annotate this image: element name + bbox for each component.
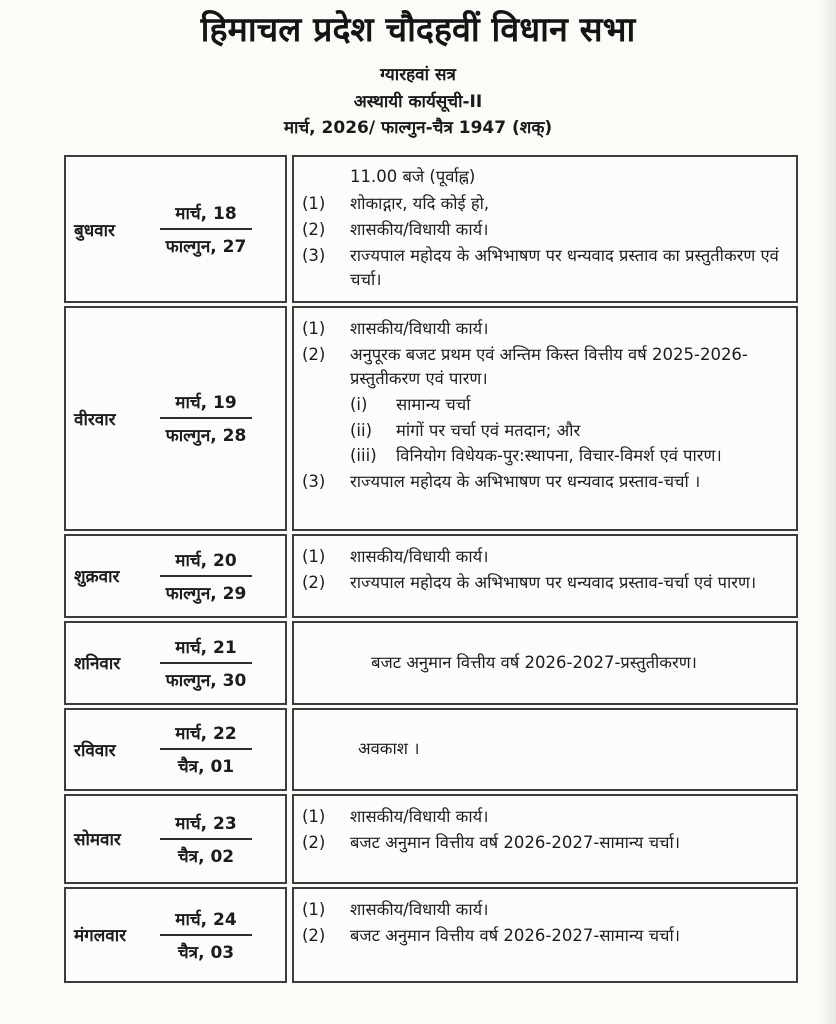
date-gregorian: मार्च, 19 — [175, 393, 237, 414]
item-text: शासकीय/विधायी कार्य। — [350, 546, 489, 566]
item-text: शासकीय/विधायी कार्य। — [350, 806, 489, 826]
agenda-item — [302, 218, 786, 242]
date-divider-line — [160, 748, 252, 750]
document-header — [0, 0, 836, 141]
item-number: (1) — [302, 318, 326, 338]
agenda-cell — [292, 794, 798, 884]
agenda-item — [302, 924, 786, 948]
schedule-row — [64, 621, 798, 705]
time-note: 11.00 बजे (पूर्वाह्न) — [350, 167, 476, 187]
agenda-item — [302, 470, 786, 494]
agenda-item — [302, 343, 786, 391]
item-text: अनुपूरक बजट प्रथम एवं अन्तिम किस्त वित्तीय वर्ष 2025-2026-प्रस्तुतीकरण एवं पारण। — [350, 344, 748, 388]
date-fraction — [154, 390, 258, 446]
item-text: शासकीय/विधायी कार्य। — [350, 899, 489, 919]
item-number: (3) — [302, 472, 326, 492]
subitem-number: (i) — [350, 394, 368, 414]
subitem-text: सामान्य चर्चा — [396, 394, 471, 414]
item-text: बजट अनुमान वित्तीय वर्ष 2026-2027-सामान्य चर्चा। — [350, 925, 681, 945]
day-name: रविवार — [74, 740, 116, 761]
agenda-item — [302, 571, 786, 595]
date-fraction — [154, 635, 258, 691]
date-gregorian: मार्च, 21 — [175, 637, 237, 658]
item-text: शासकीय/विधायी कार्य। — [350, 220, 489, 240]
agenda-text: अवकाश । — [358, 739, 420, 759]
date-divider-line — [160, 228, 252, 230]
item-number: (2) — [302, 572, 326, 592]
agenda-cell — [292, 155, 798, 303]
item-text: शोकाद्गार, यदि कोई हो, — [350, 194, 490, 214]
agenda-cell — [292, 621, 798, 705]
date-cell — [64, 621, 287, 705]
date-cell — [64, 534, 287, 618]
date-divider-line — [160, 662, 252, 664]
day-name: वीरवार — [74, 409, 116, 430]
date-cell — [64, 887, 287, 983]
schedule-row — [64, 887, 798, 983]
date-fraction — [154, 907, 258, 963]
date-divider-line — [160, 417, 252, 419]
date-gregorian: मार्च, 18 — [175, 204, 237, 225]
date-cell — [64, 794, 287, 884]
date-fraction — [154, 721, 258, 777]
agenda-subitem — [350, 444, 786, 468]
date-fraction — [154, 811, 258, 867]
day-name: शुक्रवार — [74, 567, 120, 588]
date-saka: चैत्र, 03 — [177, 942, 235, 963]
date-divider-line — [160, 934, 252, 936]
date-saka: चैत्र, 01 — [177, 757, 235, 778]
agenda-text: बजट अनुमान वित्तीय वर्ष 2026-2027-प्रस्तुतीकरण। — [371, 652, 697, 672]
schedule-row — [64, 306, 798, 531]
date-saka: फाल्गुन, 29 — [165, 583, 247, 604]
date-gregorian: मार्च, 23 — [175, 813, 237, 834]
date-gregorian: मार्च, 24 — [175, 909, 237, 930]
date-divider-line — [160, 838, 252, 840]
schedule-row — [64, 155, 798, 303]
date-gregorian: मार्च, 20 — [175, 550, 237, 571]
item-number: (2) — [302, 220, 326, 240]
item-text: राज्यपाल महोदय के अभिभाषण पर धन्यवाद प्रस्ताव-चर्चा । — [350, 472, 701, 492]
schedule-table — [64, 155, 798, 983]
date-saka: चैत्र, 02 — [177, 846, 235, 867]
day-name: बुधवार — [74, 220, 115, 241]
subitem-number: (ii) — [350, 420, 373, 440]
schedule-row — [64, 794, 798, 884]
date-saka: फाल्गुन, 27 — [165, 237, 247, 258]
date-saka: फाल्गुन, 28 — [165, 426, 247, 447]
agenda-cell — [292, 306, 798, 531]
date-line: मार्च, 2026/ फाल्गुन-चैत्र 1947 (शक्) — [283, 117, 553, 138]
agenda-subitem — [350, 419, 786, 443]
session-line: ग्यारहवां सत्र — [380, 65, 456, 86]
item-text: राज्यपाल महोदय के अभिभाषण पर धन्यवाद प्रस्ताव-चर्चा एवं पारण। — [350, 572, 757, 592]
day-name: शनिवार — [74, 654, 121, 675]
agenda-cell — [292, 708, 798, 791]
item-number: (1) — [302, 899, 326, 919]
item-text: बजट अनुमान वित्तीय वर्ष 2026-2027-सामान्य चर्चा। — [350, 832, 681, 852]
agenda-cell — [292, 534, 798, 618]
day-name: मंगलवार — [74, 926, 127, 947]
subitem-text: विनियोग विधेयक-पुर:स्थापना, विचार-विमर्श एवं पारण। — [396, 446, 722, 466]
item-number: (1) — [302, 194, 326, 214]
date-fraction — [154, 548, 258, 604]
agenda-item — [302, 805, 786, 829]
page-title: हिमाचल प्रदेश चौदहवीं विधान सभा — [200, 10, 636, 50]
item-number: (2) — [302, 832, 326, 852]
agenda-item — [302, 317, 786, 341]
item-number: (1) — [302, 806, 326, 826]
date-cell — [64, 708, 287, 791]
agenda-item — [302, 831, 786, 855]
date-cell — [64, 155, 287, 303]
date-saka: फाल्गुन, 30 — [165, 670, 247, 691]
item-text: राज्यपाल महोदय के अभिभाषण पर धन्यवाद प्रस्ताव का प्रस्तुतीकरण एवं चर्चा। — [350, 245, 779, 289]
date-gregorian: मार्च, 22 — [175, 724, 237, 745]
item-number: (2) — [302, 344, 326, 364]
agenda-item — [302, 545, 786, 569]
item-number: (3) — [302, 245, 326, 265]
agenda-item — [302, 244, 786, 292]
scan-edge-shadow — [820, 0, 836, 1024]
item-number: (2) — [302, 925, 326, 945]
date-cell — [64, 306, 287, 531]
agenda-subitem — [350, 393, 786, 417]
date-fraction — [154, 201, 258, 257]
item-number: (1) — [302, 546, 326, 566]
subitem-number: (iii) — [350, 446, 377, 466]
agenda-item — [302, 898, 786, 922]
item-text: शासकीय/विधायी कार्य। — [350, 318, 489, 338]
agenda-cell — [292, 887, 798, 983]
schedule-row — [64, 708, 798, 791]
schedule-row — [64, 534, 798, 618]
subitem-text: मांगों पर चर्चा एवं मतदान; और — [396, 420, 581, 440]
agenda-line: अस्थायी कार्यसूची-II — [353, 91, 483, 112]
date-divider-line — [160, 575, 252, 577]
agenda-item — [302, 192, 786, 216]
day-name: सोमवार — [74, 830, 121, 851]
